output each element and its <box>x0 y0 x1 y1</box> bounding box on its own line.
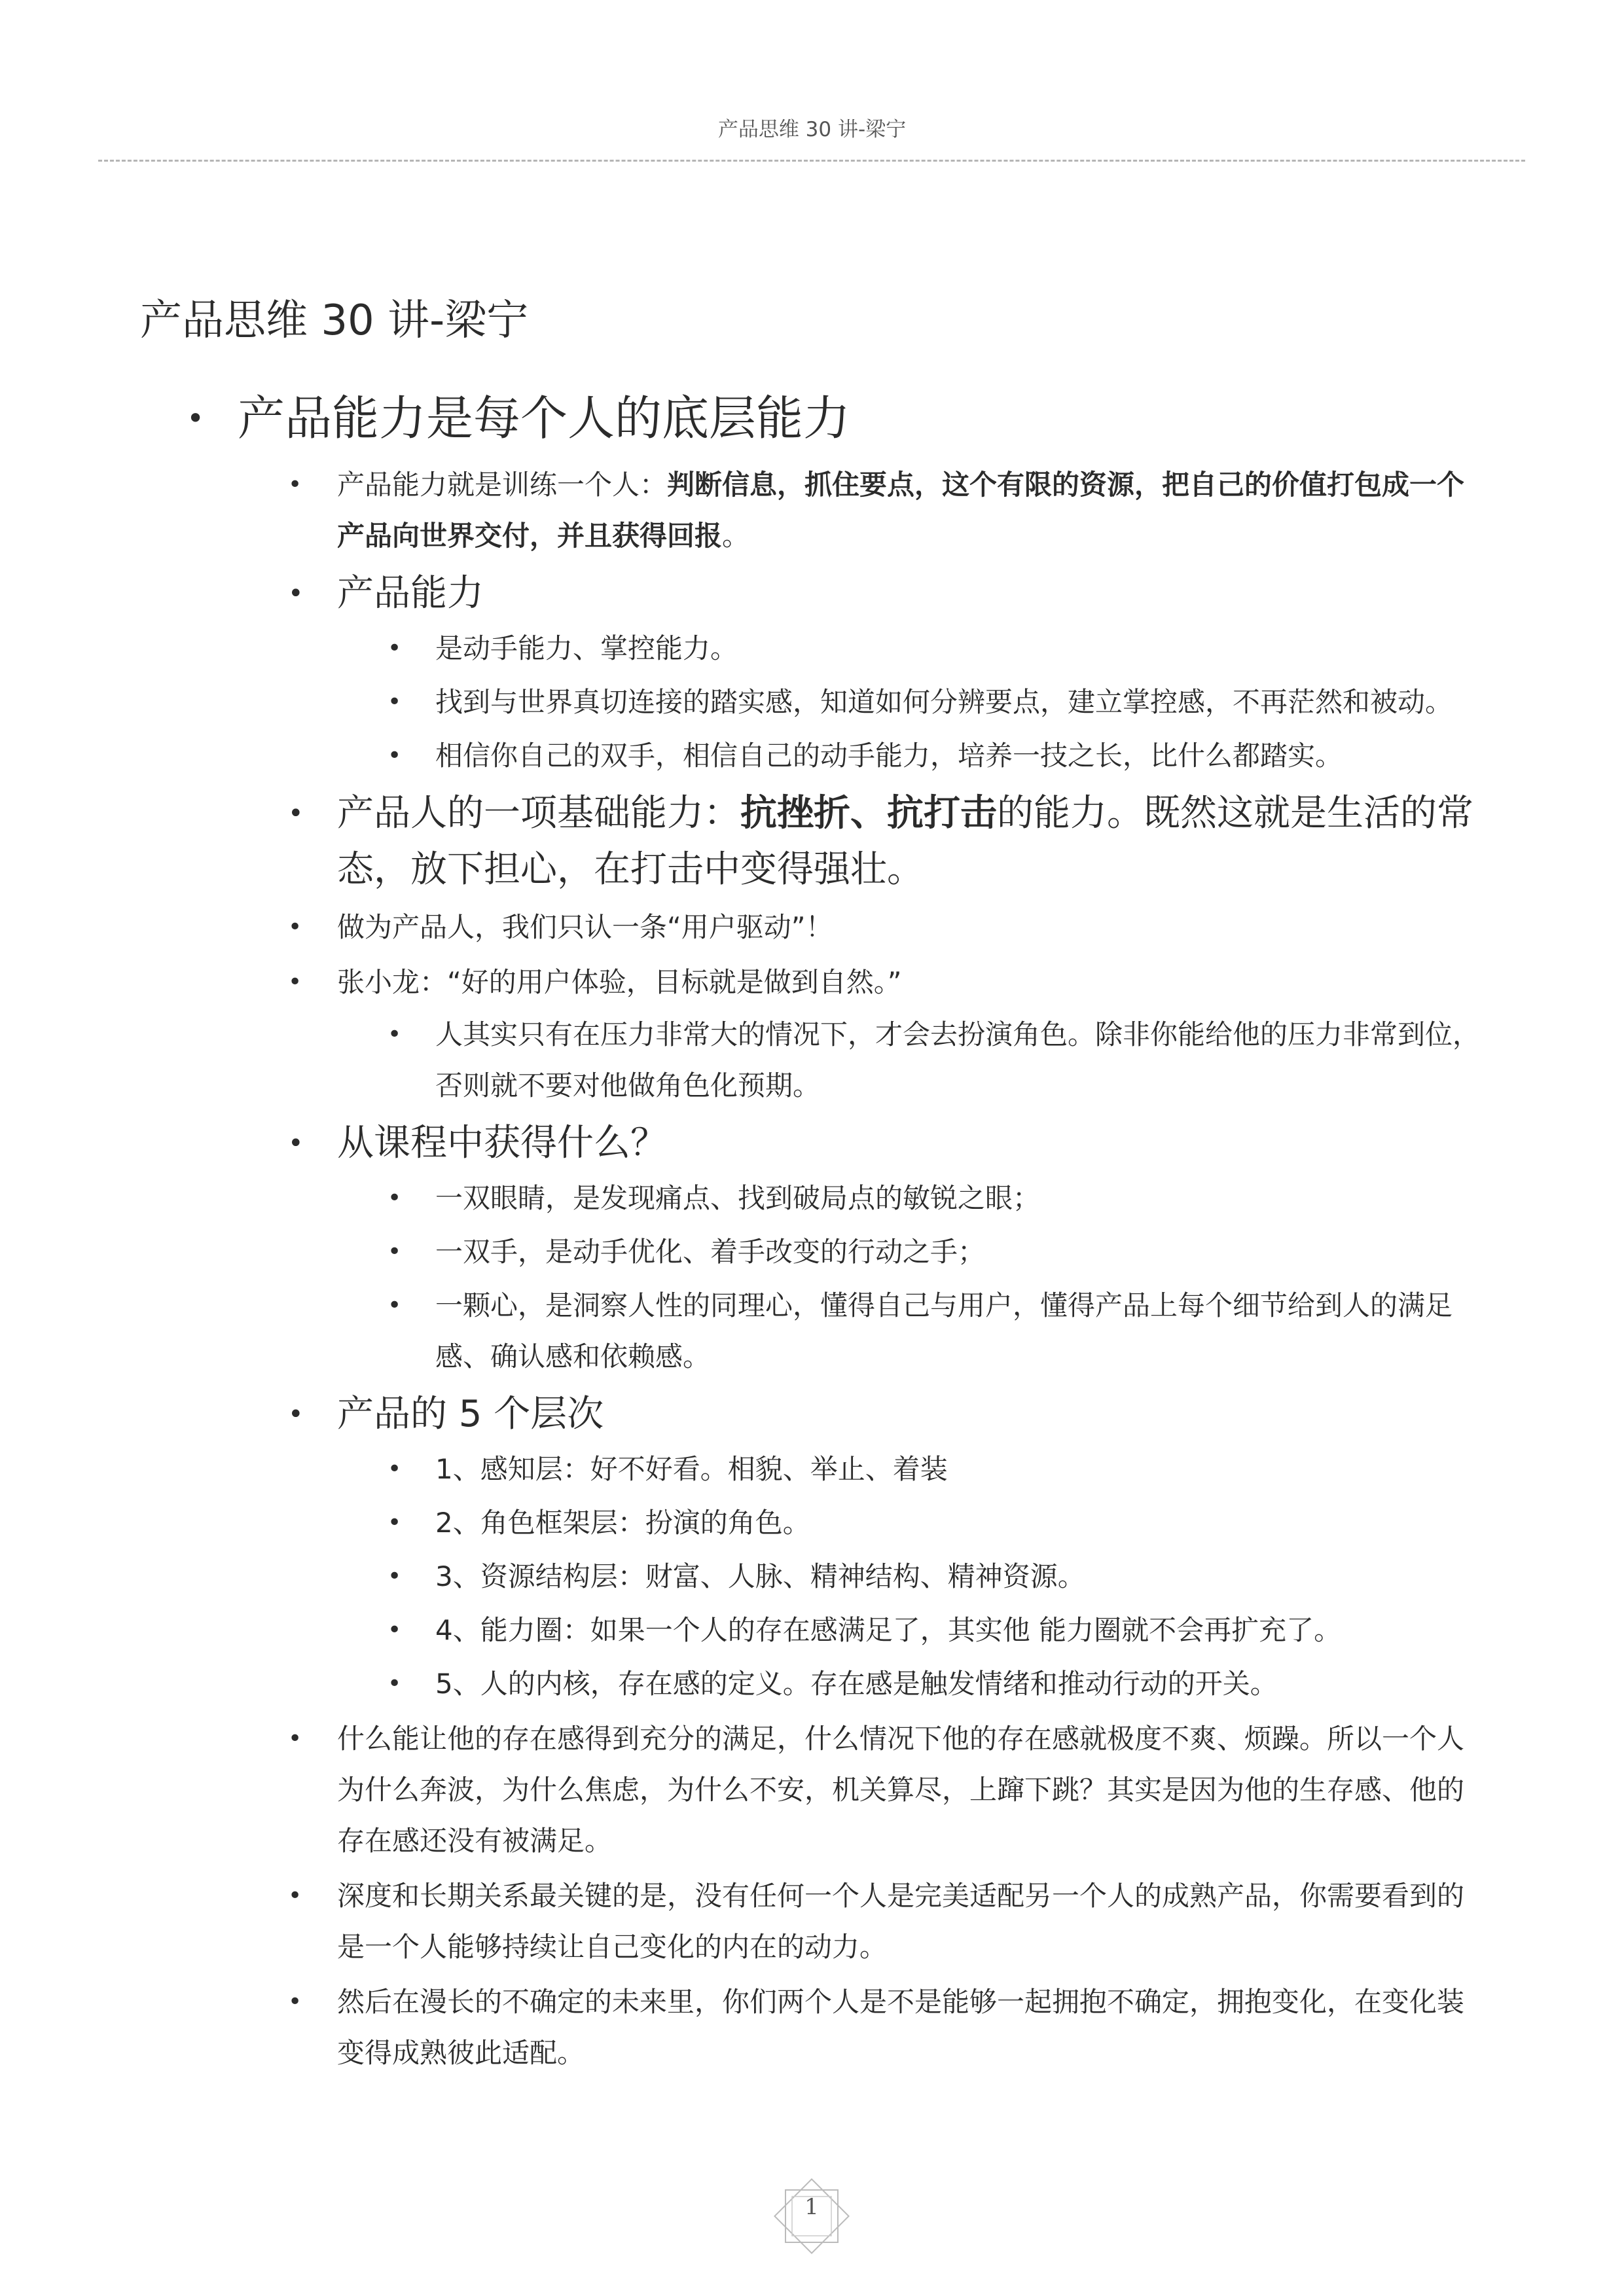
sub-item-text: 1、感知层：好不好看。相貌、举止、着装 <box>435 1453 948 1485</box>
sub-item-text: 3、资源结构层：财富、人脉、精神结构、精神资源。 <box>435 1560 1085 1592</box>
sub-list-item <box>0 1444 1481 1495</box>
sub-list-item <box>0 1605 1481 1656</box>
item-text: 然后在漫长的不确定的未来里，你们两个人是不是能够一起拥抱不确定，拥抱变化，在变化装变得成熟彼此适配。 <box>337 1986 1465 2069</box>
document-body <box>0 387 1624 2083</box>
list-item <box>0 1386 1481 1710</box>
sub-item-text: 人其实只有在压力非常大的情况下，才会去扮演角色。除非你能给他的压力非常到位，否则就不要对他做角色化预期。 <box>435 1018 1481 1102</box>
item-text: 产品能力就是训练一个人： <box>337 469 668 501</box>
sub-item-text: 是动手能力、掌控能力。 <box>435 632 738 664</box>
item-text: 的能力。既然这就是生活的常态，放下担心，在打击中变得强壮。 <box>337 792 1473 891</box>
item-text: 产品的 5 个层次 <box>337 1393 604 1435</box>
list-item <box>0 1977 1481 2079</box>
sub-list-item <box>0 1009 1481 1111</box>
item-text: 做为产品人，我们只认一条“用户驱动”！ <box>337 911 833 943</box>
sub-list-item <box>0 1659 1481 1710</box>
sub-list-item <box>0 730 1481 781</box>
sub-list-item <box>0 1280 1481 1382</box>
list-item <box>0 1713 1481 1867</box>
document-title: 产品思维 30 讲-梁宁 <box>140 296 529 345</box>
sub-item-text: 4、能力圈：如果一个人的存在感满足了，其实他 能力圈就不会再扩充了。 <box>435 1614 1342 1646</box>
sub-item-text: 找到与世界真切连接的踏实感，知道如何分辨要点，建立掌控感，不再茫然和被动。 <box>435 686 1453 718</box>
sub-item-text: 一双手，是动手优化、着手改变的行动之手； <box>435 1236 986 1268</box>
section-heading <box>0 387 1303 449</box>
sub-item-text: 一双眼睛，是发现痛点、找到破局点的敏锐之眼； <box>435 1182 1041 1214</box>
sub-item-text: 2、角色框架层：扮演的角色。 <box>435 1507 810 1539</box>
sub-item-text: 相信你自己的双手，相信自己的动手能力，培养一技之长，比什么都踏实。 <box>435 740 1343 772</box>
list-item <box>0 785 1481 898</box>
list-item <box>0 565 1481 781</box>
sub-list-item <box>0 1498 1481 1549</box>
list-item <box>0 1115 1481 1382</box>
item-text: 产品能力 <box>337 572 484 615</box>
sub-list-item <box>0 1551 1481 1602</box>
sub-list-item <box>0 677 1481 728</box>
item-emphasis: 判断信息，抓住要点，这个有限的资源，把自己的价值打包成一个产品向世界交付，并且获得回报 <box>337 469 1465 552</box>
header-divider <box>98 160 1525 162</box>
item-emphasis: 抗挫折、抗打击 <box>740 792 997 834</box>
item-text: 张小龙：“好的用户体验，目标就是做到自然。” <box>337 966 902 998</box>
list-item <box>0 459 1481 562</box>
sub-list-item <box>0 623 1481 674</box>
page-number: 1 <box>804 2194 819 2220</box>
item-text: 什么能让他的存在感得到充分的满足，什么情况下他的存在感就极度不爽、烦躁。所以一个人为什么奔波，为什么焦虑，为什么不安，机关算尽，上蹿下跳？其实是因为他的生存感、他的存在感还没有被满足。 <box>337 1723 1465 1857</box>
section-title: 产品能力是每个人的底层能力 <box>238 391 851 446</box>
item-text: 深度和长期关系最关键的是，没有任何一个人是完美适配另一个人的成熟产品，你需要看到的是一个人能够持续让自己变化的内在的动力。 <box>337 1880 1465 1963</box>
list-item <box>0 1871 1481 1973</box>
list-item <box>0 902 1481 953</box>
sub-list-item <box>0 1227 1481 1278</box>
item-text: 产品人的一项基础能力： <box>337 792 740 834</box>
sub-list-item <box>0 1173 1481 1224</box>
sub-item-text: 5、人的内核，存在感的定义。存在感是触发情绪和推动行动的开关。 <box>435 1668 1278 1700</box>
item-text: 从课程中获得什么？ <box>337 1122 667 1164</box>
sub-item-text: 一颗心，是洞察人性的同理心，懂得自己与用户，懂得产品上每个细节给到人的满足感、确认感和依赖感。 <box>435 1289 1453 1372</box>
item-text: 。 <box>722 520 750 552</box>
list-item <box>0 957 1481 1111</box>
running-header: 产品思维 30 讲-梁宁 <box>717 118 907 141</box>
